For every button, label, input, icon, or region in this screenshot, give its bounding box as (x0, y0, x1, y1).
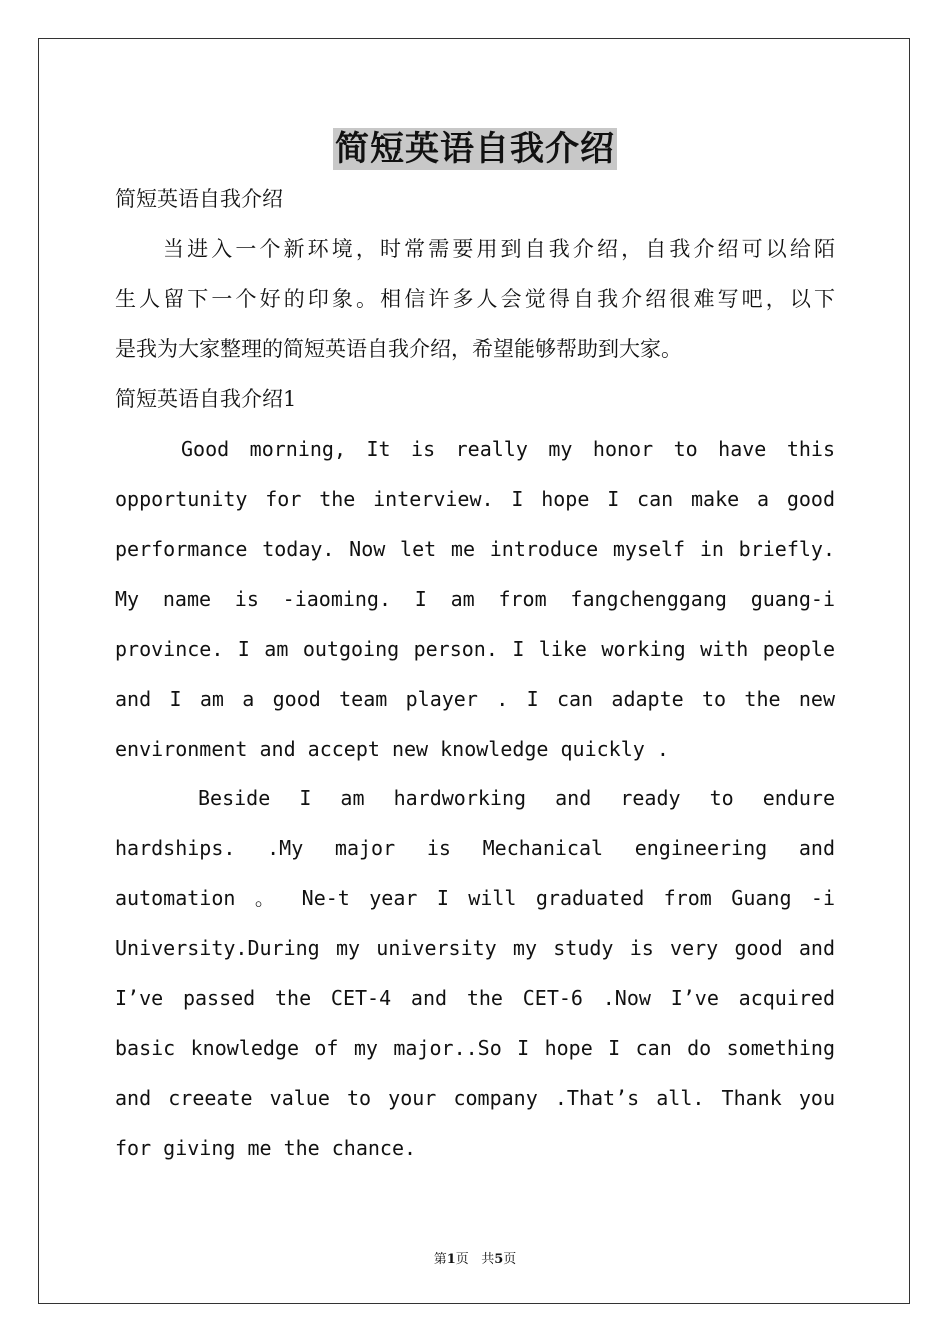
footer-total-pages: 5 (494, 1252, 504, 1267)
para1-line-6: and I am a good team player . I can adapte to the new (115, 687, 835, 711)
para1-line-4: My name is -iaoming. I am from fangchenggang guang-i (115, 587, 835, 611)
footer-total-unit: 页 (503, 1252, 517, 1267)
para2-line-1: Beside I am hardworking and ready to endure (198, 786, 835, 810)
para1-line-5: province. I am outgoing person. I like working with people (115, 637, 835, 661)
para1-line-7: environment and accept new knowledge quickly . (115, 737, 669, 761)
para2-line-8: for giving me the chance. (115, 1136, 417, 1160)
intro-line-3: 是我为大家整理的简短英语自我介绍，希望能够帮助到大家。 (115, 337, 682, 361)
para2-line-4: University.During my university my study is very good and (115, 936, 835, 960)
para2-line-7: and creeate value to your company .That’s all. Thank you (115, 1086, 835, 1110)
footer-prefix: 第 (433, 1252, 447, 1267)
para2-line-3: automation 。 Ne-t year I will graduated from Guang -i (115, 886, 835, 910)
section-heading: 简短英语自我介绍1 (115, 387, 297, 411)
document-subtitle: 简短英语自我介绍 (115, 187, 283, 211)
para1-line-3: performance today. Now let me introduce myself in briefly. (115, 537, 835, 561)
title-container (0, 128, 950, 170)
footer-total-prefix: 共 (481, 1252, 495, 1267)
para1-line-1: Good morning, It is really my honor to have this (181, 437, 835, 461)
intro-line-1: 当进入一个新环境，时常需要用到自我介绍，自我介绍可以给陌 (163, 237, 835, 261)
para2-line-6: basic knowledge of my major..So I hope I can do something (115, 1036, 835, 1060)
para2-line-5: I’ve passed the CET-4 and the CET-6 .Now I’ve acquired (115, 986, 835, 1010)
footer-page-number: 1 (446, 1252, 456, 1267)
intro-line-2: 生人留下一个好的印象。相信许多人会觉得自我介绍很难写吧，以下 (115, 287, 835, 311)
para1-line-2: opportunity for the interview. I hope I can make a good (115, 487, 835, 511)
page-border (38, 38, 910, 1304)
page-footer (0, 1248, 950, 1267)
para2-line-2: hardships. .My major is Mechanical engineering and (115, 836, 835, 860)
footer-page-unit: 页 (455, 1252, 469, 1267)
page-title: 简短英语自我介绍 (335, 129, 615, 169)
